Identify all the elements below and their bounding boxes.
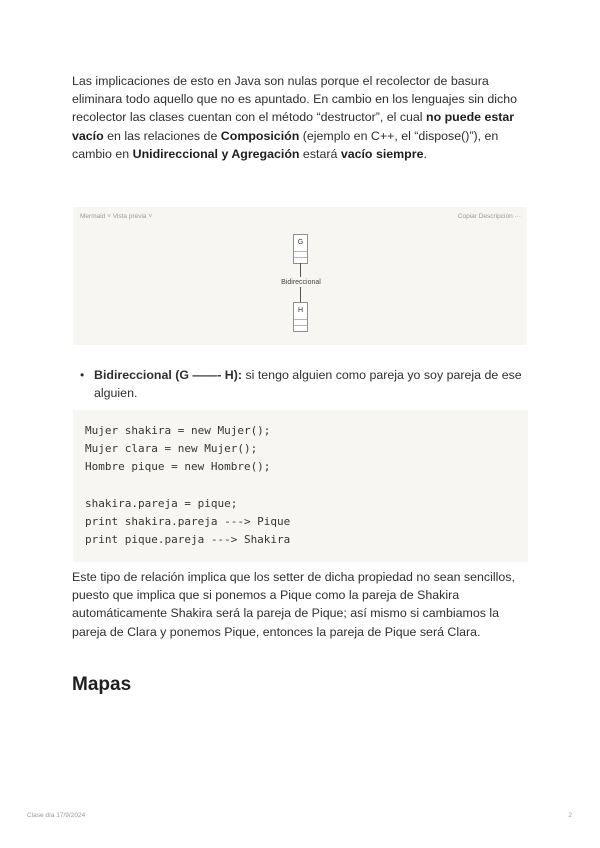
- code-line: print shakira.pareja ---> Pique: [85, 514, 291, 528]
- node-label: G: [297, 239, 304, 246]
- paragraph-setters: Este tipo de relación implica que los setter de dicha propiedad no sean sencillos, puesto que implica que si ponemos a Pique como la pareja de Shakira automáticamente Shakira será la pareja de Pique; así mismo si cambiamos la pareja de Clara y ponemos Pique, entonces la pareja de Pique será Clara.: [72, 570, 515, 639]
- edge-line: [300, 287, 301, 302]
- mermaid-diagram: [73, 207, 527, 345]
- code-line: [85, 477, 516, 495]
- node-methods: [294, 325, 307, 331]
- section-heading: Mapas: [72, 674, 132, 695]
- code-line: Mujer shakira = new Mujer();: [85, 424, 271, 437]
- bold-run: Composición: [220, 128, 300, 143]
- bold-run: vacío siempre: [340, 146, 424, 161]
- edge-label: Bidireccional: [273, 278, 329, 287]
- code-block: [73, 410, 528, 562]
- diagram-actions[interactable]: Copiar Descripción ···: [457, 213, 521, 220]
- text-run: (ejemplo en C++, el “dispose()”), en cambio en: [72, 128, 499, 161]
- text-run: en las relaciones de: [103, 128, 221, 143]
- code-line: shakira.pareja = pique;: [85, 496, 238, 510]
- footer-title: Clase día 17/9/2024: [27, 812, 86, 819]
- text-run: estará: [299, 146, 341, 161]
- node-label: H: [297, 307, 304, 314]
- class-node-g: [293, 234, 308, 264]
- edge-line: [300, 263, 301, 277]
- code-line: Mujer clara = new Mujer();: [85, 442, 258, 456]
- code-line: Hombre pique = new Hombre();: [85, 460, 271, 474]
- class-node-h: [293, 302, 308, 332]
- code-line: print pique.pareja ---> Shakira: [85, 533, 291, 547]
- paragraph-destructor: [72, 72, 532, 163]
- bold-run: no puede estar vacío: [72, 110, 515, 143]
- bold-run: Unidireccional y Agregación: [132, 146, 300, 161]
- bold-run: Bidireccional (G ——- H):: [94, 368, 243, 382]
- text-run: Las implicaciones de esto en Java son nulas porque el recolector de basura eliminara todo aquello que no es apuntado. En cambio en los lenguajes sin dicho recolector las clases cuentan con el método “destructor”, el cual: [72, 74, 517, 125]
- bullet-list: [80, 366, 528, 402]
- list-item: [80, 366, 528, 402]
- page-number: 2: [568, 812, 572, 819]
- text-run: si tengo alguien como pareja yo soy pareja de ese alguien.: [94, 368, 522, 401]
- text-run: .: [423, 146, 427, 161]
- diagram-view-toggle[interactable]: Mermaid ˅ Vista previa ˅: [80, 213, 153, 220]
